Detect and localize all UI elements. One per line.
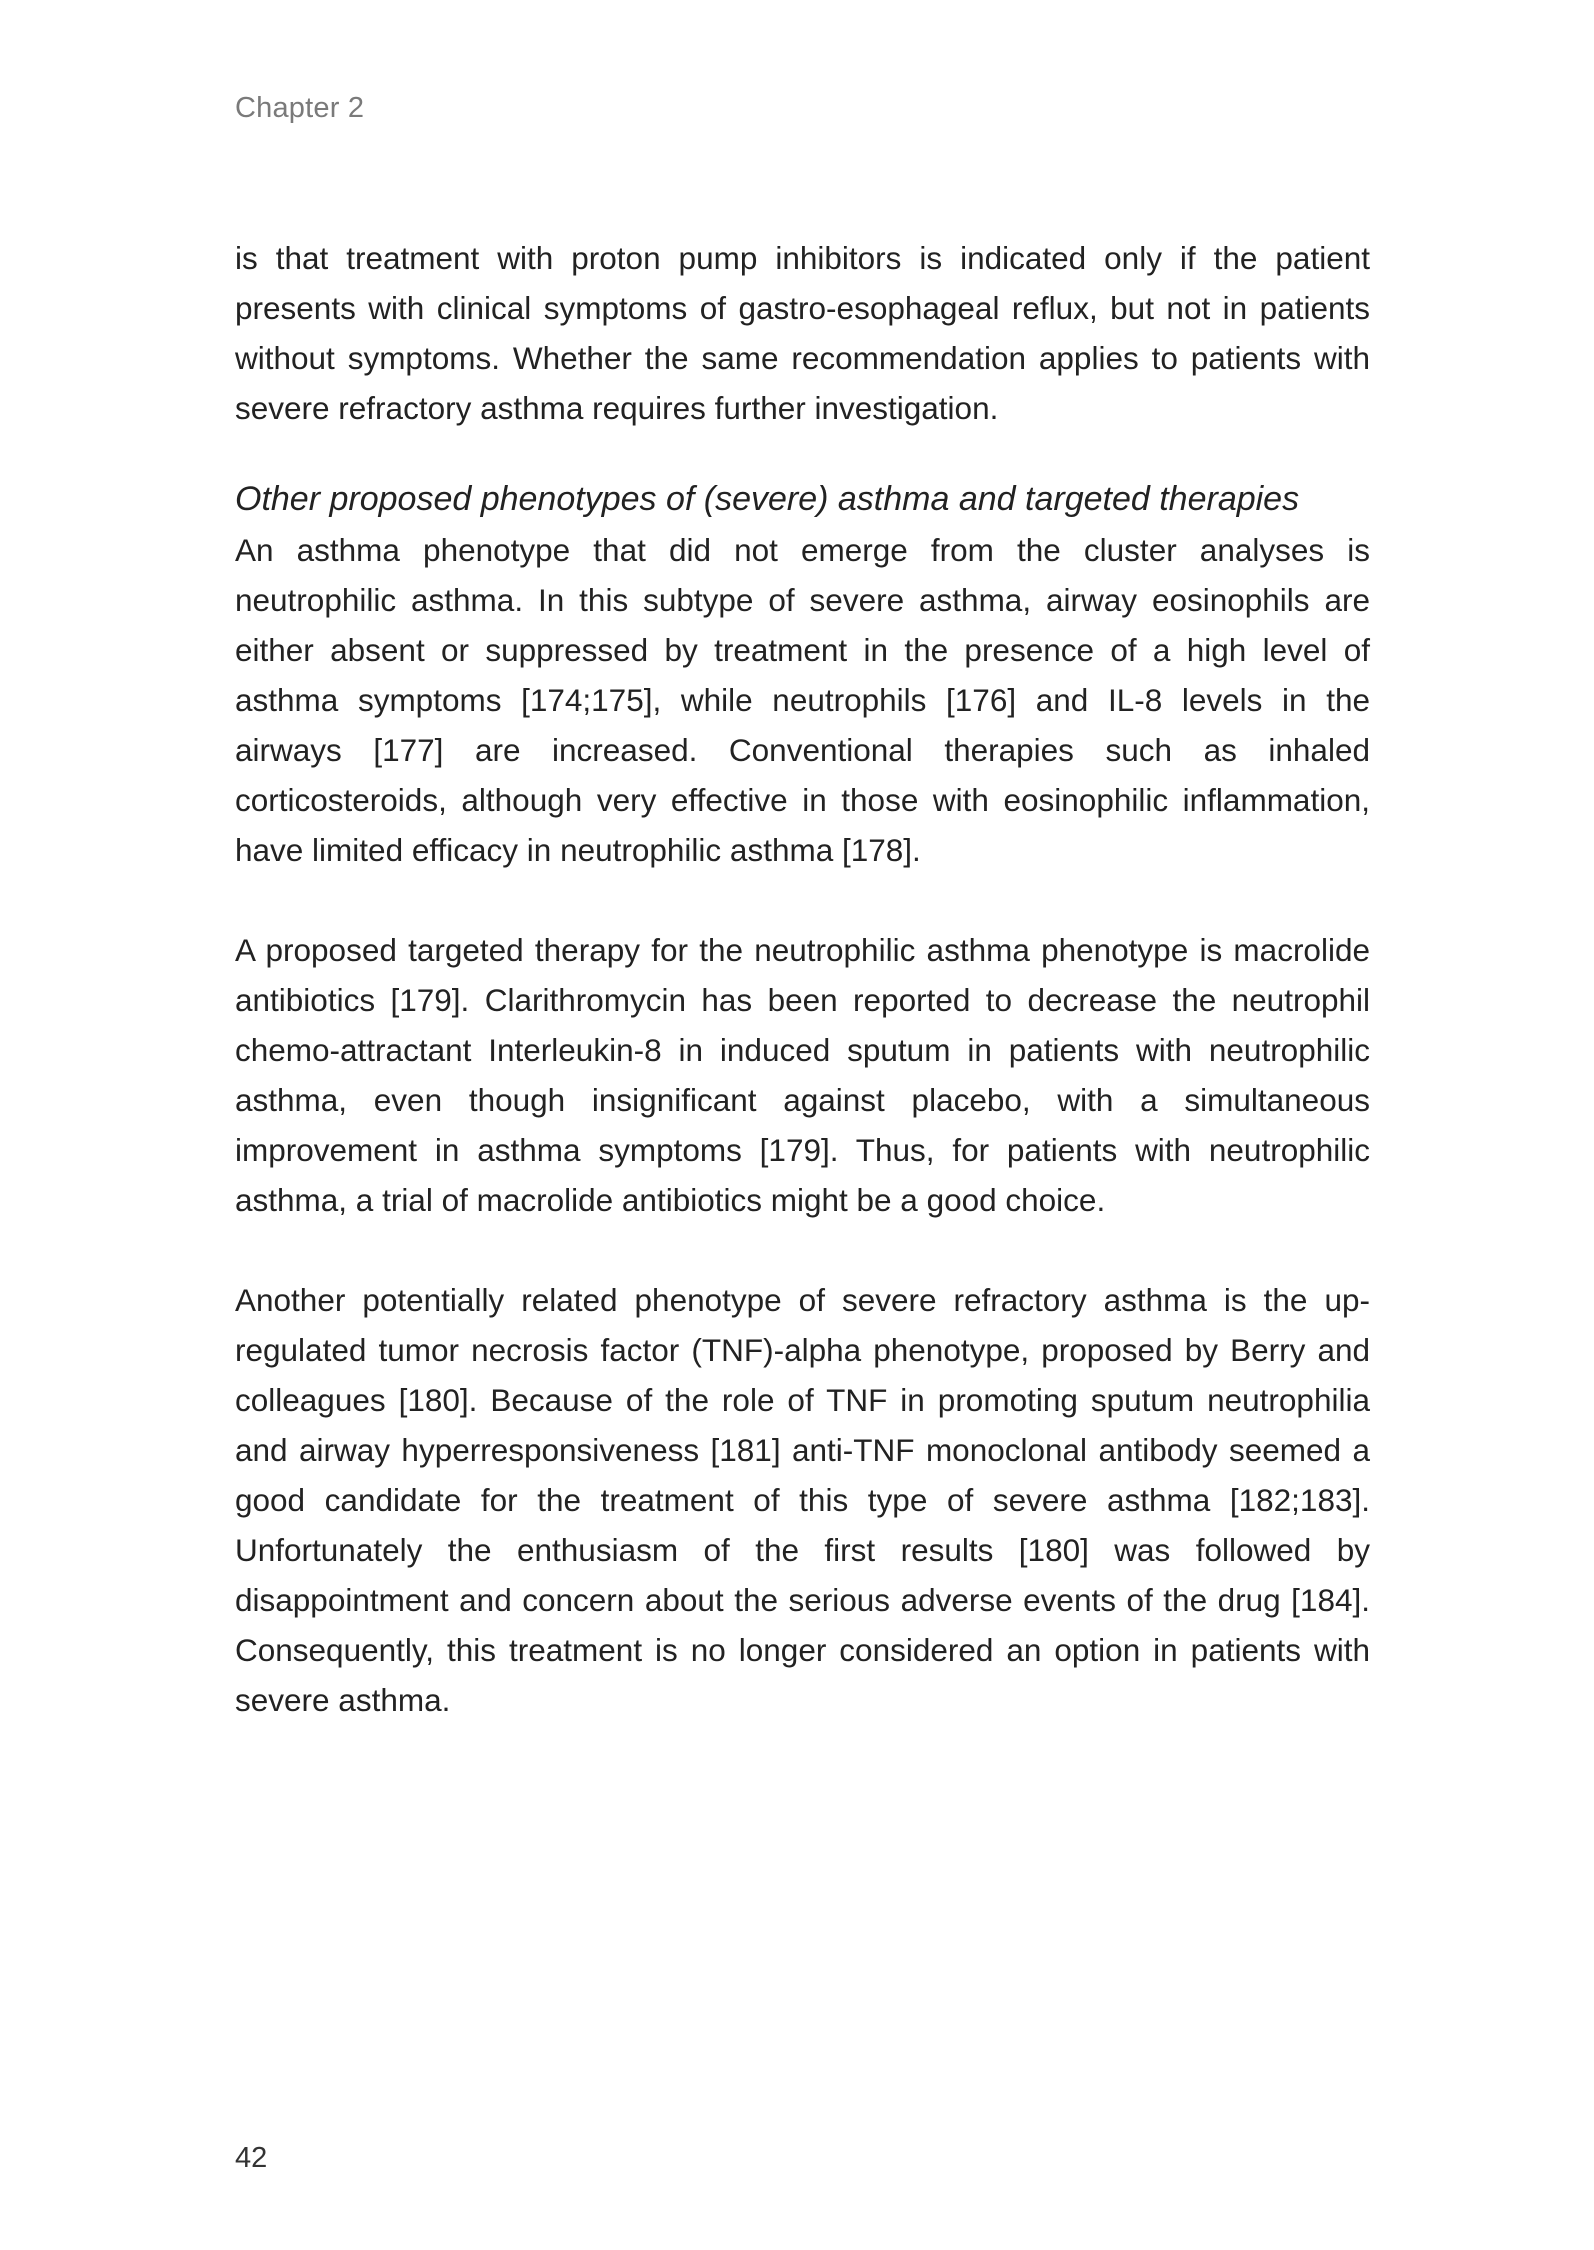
running-header: Chapter 2 [235,92,365,124]
paragraph-tnf-alpha: Another potentially related phenotype of severe refractory asthma is the up-regulated tumor necrosis factor (TNF)-alpha phenotype, proposed by Berry and colleagues [180]. Because of the role of TNF in promoting sputum neutrophilia and airway hyperresponsiveness [181] anti-TNF monoclonal antibody seemed a good candidate for the treatment of this type of severe asthma [182;183]. Unfortunately the enthusiasm of the first results [180] was followed by disappointment and concern about the serious adverse events of the drug [184]. Consequently, this treatment is no longer considered an option in patients with severe asthma. [235,1282,1370,1718]
page-number: 42 [235,2142,268,2174]
paragraph-neutrophilic-asthma: An asthma phenotype that did not emerge from the cluster analyses is neutrophilic asthma. In this subtype of severe asthma, airway eosinophils are either absent or suppressed by treatment in the presence of a high level of asthma symptoms [174;175], while neutrophils [176] and IL-8 levels in the airways [177] are increased. Conventional therapies such as inhaled corticosteroids, although very effective in those with eosinophilic inflammation, have limited efficacy in neutrophilic asthma [178]. [235,532,1370,868]
paragraph-proton-pump: is that treatment with proton pump inhibitors is indicated only if the patient presents with clinical symptoms of gastro-esophageal reflux, but not in patients without symptoms. Whether the same recommendation applies to patients with severe refractory asthma requires further investigation. [235,240,1370,426]
section-subheading: Other proposed phenotypes of (severe) asthma and targeted therapies [235,480,1300,518]
paragraph-macrolide-antibiotics: A proposed targeted therapy for the neutrophilic asthma phenotype is macrolide antibiotics [179]. Clarithromycin has been reported to decrease the neutrophil chemo-attractant Interleukin-8 in induced sputum in patients with neutrophilic asthma, even though insignificant against placebo, with a simultaneous improvement in asthma symptoms [179]. Thus, for patients with neutrophilic asthma, a trial of macrolide antibiotics might be a good choice. [235,932,1370,1218]
page-body [235,233,1370,1725]
